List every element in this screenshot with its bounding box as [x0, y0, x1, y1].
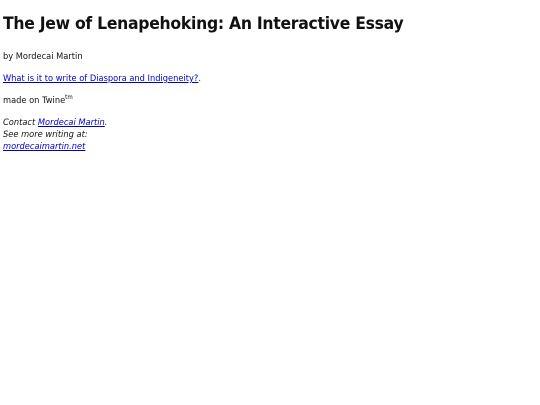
site-line — [3, 141, 491, 153]
byline: by Mordecai Martin — [3, 52, 83, 62]
contact-author-link[interactable]: Mordecai Martin — [37, 118, 105, 128]
made-on-text: made on Twine — [3, 96, 66, 106]
contact-block — [3, 117, 533, 153]
see-more-text: See more writing at: — [3, 130, 88, 140]
intro-line — [3, 73, 491, 85]
contact-line — [3, 117, 491, 129]
intro-suffix: . — [198, 74, 201, 84]
contact-suffix: . — [104, 118, 108, 128]
story-page — [3, 12, 533, 153]
author-site-link[interactable]: mordecaimartin.net — [3, 142, 86, 152]
diaspora-indigeneity-link[interactable]: What is it to write of Diaspora and Indigeneity? — [3, 74, 199, 84]
trademark-sup: tm — [65, 94, 73, 101]
page-title: The Jew of Lenapehoking: An Interactive Essay — [3, 14, 404, 34]
made-on-line — [3, 95, 491, 107]
contact-prefix: Contact — [3, 118, 38, 128]
